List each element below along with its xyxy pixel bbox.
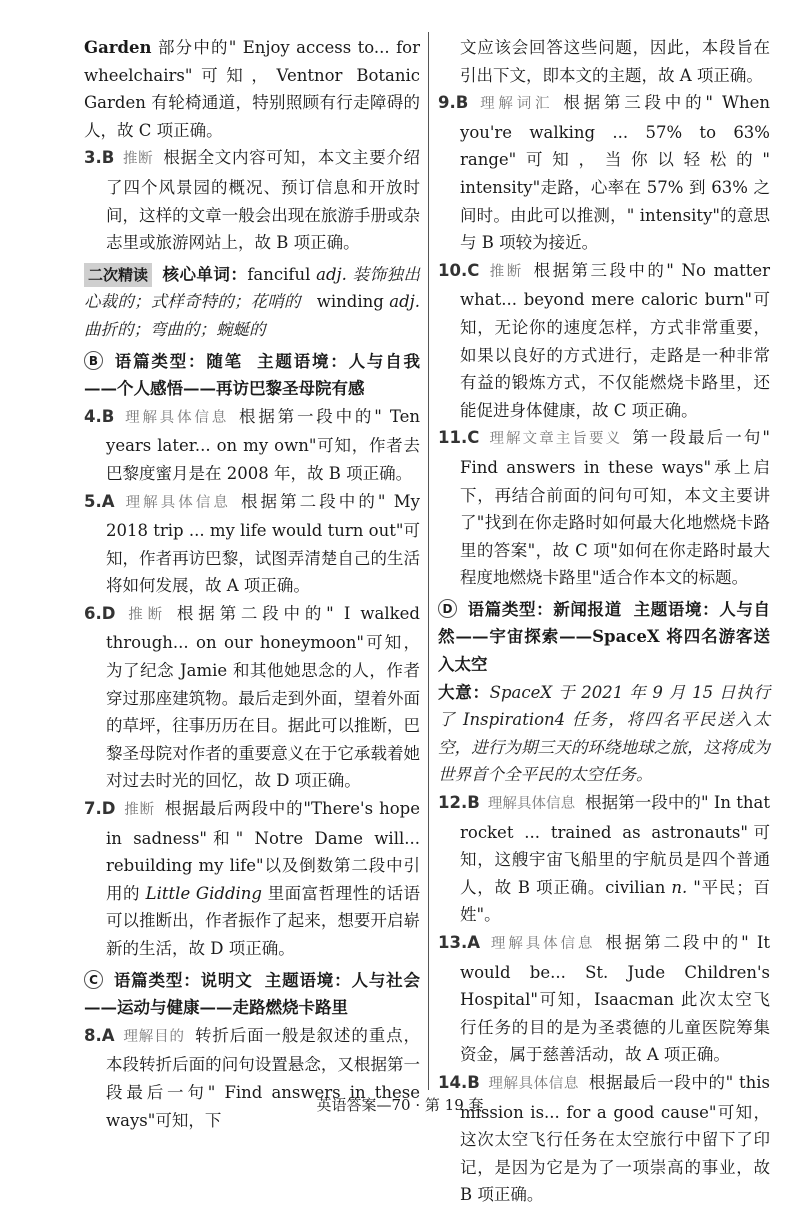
- answer-10: [438, 257, 770, 425]
- q-answer: A: [101, 1025, 115, 1045]
- q-answer: D: [101, 603, 116, 623]
- q-number: 12.: [438, 793, 468, 813]
- q-text: 里面富哲理性的话语可以推断出，作者振作了起来，想要开启崭新的生活，故 D 项正确。: [106, 883, 420, 958]
- q-answer: C: [467, 428, 480, 448]
- vocab-word: winding: [316, 292, 390, 312]
- answer-13: [438, 929, 770, 1069]
- summary-text: SpaceX 于 2021 年 9 月 15 日执行了 Inspiration4 任务，将四名平民送入太空，进行为期三天的环绕地球之旅，这将成为世界首个全平民的太空任务。: [438, 682, 771, 785]
- pos: n.: [671, 877, 688, 897]
- q-text: 转折后面一般是叙述的重点，本段转折后面的问句设置悬念，又根据第一段最后一句" Find answers in these ways"可知，下: [106, 1025, 421, 1130]
- q-number: 9.: [438, 93, 456, 113]
- q-number: 13.: [438, 933, 468, 952]
- vocab-def: 装饰独出心裁的；式样奇特的；花哨的: [84, 264, 420, 312]
- context-value: 人与自然——宇宙探索——SpaceX 将四名游客送入太空: [438, 599, 771, 675]
- q-text: 根据第一段中的" Ten years later... on my own"可知，作者去巴黎度蜜月是在 2008 年，故 B 项正确。: [106, 406, 420, 483]
- q-text: 根据最后两段中的"There's hope in sadness"和" Notre Dame will... rebuilding my life"以及倒数第二段中引用的: [106, 799, 421, 903]
- q-number: 14.: [438, 1072, 468, 1092]
- q-text: 第一段最后一句" Find answers in these ways"承上启下，再结合前面的问句可知，本文主要讲了"找到在你走路时如何最大化地燃烧卡路里的答案"，故 C 项"如何在你走路时最大程度地燃烧卡路里"适合作本文的标题。: [460, 428, 771, 588]
- answer-14: [438, 1069, 770, 1209]
- garden-word: Garden: [84, 38, 152, 57]
- q-text: 根据第二段中的" It would be... St. Jude Children's Hospital"可知，Isaacman 此次太空飞行任务的目的是为圣裘德的儿童医院筹集资金，属于慈善活动，故 A 项正确。: [460, 933, 771, 1065]
- answer-9: [438, 89, 770, 257]
- q-tag: 理解词汇: [476, 96, 554, 113]
- q-number: 5.: [84, 491, 102, 511]
- right-column: [438, 34, 770, 1209]
- page-footer: 英语答案—70 · 第 19 套: [316, 1096, 484, 1114]
- vocab-word: fanciful: [247, 264, 317, 284]
- type-value: 随笔: [206, 351, 243, 371]
- q-number: 10.: [438, 260, 468, 280]
- q-text: 根据第二段中的" I walked through... on our honeymoon"可知，为了纪念 Jamie 和其他她思念的人，作者穿过那座建筑物。最后走到外面，望着外面的草坪，往事历历在目。据此可以推断，巴黎圣母院对作者的重要意义在于它承载着她对过去时光的回忆，故 D 项正确。: [106, 603, 420, 791]
- q-tag: 推断: [122, 151, 154, 168]
- q-text: 根据第一段中的" In that rocket ... trained as astronauts"可知，这艘宇宙飞船里的宇航员是四个普通人，故 B 项正确。civilian: [460, 793, 771, 897]
- answer-11: [438, 424, 770, 592]
- q-tag: 理解文章主旨要义: [487, 431, 623, 448]
- context-value: 人与社会——运动与健康——走路燃烧卡路里: [84, 970, 421, 1018]
- answer-4: [84, 403, 420, 488]
- q-tag: 理解具体信息: [488, 936, 596, 952]
- section-c-header: [84, 967, 420, 1022]
- q-number: 3.: [84, 148, 102, 168]
- q-number: 11.: [438, 428, 468, 448]
- q-tag: 理解具体信息: [487, 796, 576, 813]
- vocab-def: 曲折的；弯曲的；蜿蜒的: [84, 319, 266, 339]
- context-label: 主题语境：: [257, 351, 349, 371]
- q-tag: 理解具体信息: [487, 1075, 579, 1092]
- q-answer: B: [101, 406, 115, 426]
- left-column: [84, 34, 420, 1134]
- q-tag: 理解具体信息: [122, 494, 231, 511]
- q-text: 根据全文内容可知，本文主要介绍了四个风景园的概况、预订信息和开放时间，这样的文章一般会出现在旅游手册或杂志里或旅游网站上，故 B 项正确。: [106, 148, 421, 253]
- q-text: 根据第二段中的" My 2018 trip ... my life would turn out"可知，作者再访巴黎，试图弄清楚自己的生活将如何发展，故 A 项正确。: [106, 491, 421, 596]
- answer-8: [84, 1022, 420, 1134]
- context-label: 主题语境：: [633, 599, 720, 619]
- q-tag: 理解具体信息: [122, 409, 230, 426]
- q-number: 6.: [84, 603, 102, 623]
- q-number: 4.: [84, 406, 102, 426]
- q-tag: 推断: [487, 263, 524, 280]
- type-label: 语篇类型：: [113, 351, 207, 371]
- q-answer: B: [101, 148, 115, 168]
- section-c-circle: C: [84, 970, 103, 989]
- column-divider: [428, 32, 429, 1090]
- answer-12: [438, 789, 770, 929]
- q-answer: B: [467, 1072, 480, 1092]
- q-tag: 推断: [123, 802, 155, 819]
- context-value: 人与自我——个人感悟——再访巴黎圣母院有感: [84, 351, 421, 399]
- summary-label: 大意：: [438, 682, 490, 702]
- poem-title: Little Gidding: [145, 883, 262, 903]
- vocab-pos: adj.: [316, 264, 347, 284]
- answer-3: [84, 144, 420, 256]
- continued-text: 部分中的" Enjoy access to... for wheelchairs"可知，Ventnor Botanic Garden 有轮椅通道，特别照顾有行走障碍的人，故 C 项正确。: [84, 38, 420, 140]
- q-answer: C: [467, 260, 480, 280]
- section-b-header: [84, 348, 420, 403]
- q-text: "平民；百姓"。: [460, 877, 770, 925]
- q-tag: 推断: [123, 606, 167, 623]
- q-answer: D: [101, 799, 116, 819]
- type-label: 语篇类型：: [113, 970, 201, 990]
- q-tag: 理解目的: [122, 1028, 185, 1045]
- vocab-pos: adj.: [389, 292, 420, 312]
- answer-5: [84, 488, 420, 600]
- q-answer: B: [455, 93, 469, 113]
- section-d-circle: D: [438, 599, 457, 618]
- type-value: 说明文: [200, 970, 253, 990]
- q-answer: A: [467, 933, 481, 952]
- answer-7: [84, 795, 420, 963]
- second-reading: [84, 261, 420, 344]
- section-b-circle: B: [84, 351, 103, 370]
- summary: [438, 679, 770, 789]
- q-answer: A: [101, 491, 115, 511]
- context-label: 主题语境：: [264, 970, 352, 990]
- q-answer: B: [467, 793, 480, 813]
- q-text: 根据第三段中的" When you're walking ... 57% to 63% range"可知，当你以轻松的" intensity"走路，心率在 57% 到 63% 之间时。由此可以推测，" intensity"的意思与 B 项较为接近。: [460, 93, 770, 253]
- vocab-label: 核心单词：: [162, 264, 248, 284]
- q-text: 根据第三段中的" No matter what... beyond mere caloric burn"可知，无论你的速度怎样，方式非常重要，如果以良好的方式进行，走路是一种非常有益的锻炼方式，不仅能燃烧卡路里，还能促进身体健康，故 C 项正确。: [460, 260, 770, 420]
- type-value: 新闻报道: [553, 599, 622, 619]
- continued-answer: [84, 34, 420, 144]
- q-text: 根据最后一段中的" this mission is... for a good cause"可知，这次太空飞行任务在太空旅行中留下了印记，是因为它是为了一项崇高的事业，故 B 项正确。: [460, 1072, 770, 1205]
- continued-answer-8: 文应该会回答这些问题，因此，本段旨在引出下文，即本文的主题，故 A 项正确。: [460, 38, 770, 85]
- answer-6: [84, 600, 420, 795]
- q-number: 7.: [84, 799, 102, 819]
- second-reading-badge: 二次精读: [84, 263, 152, 287]
- section-d-header: [438, 596, 770, 679]
- q-number: 8.: [84, 1025, 102, 1045]
- type-label: 语篇类型：: [467, 599, 554, 619]
